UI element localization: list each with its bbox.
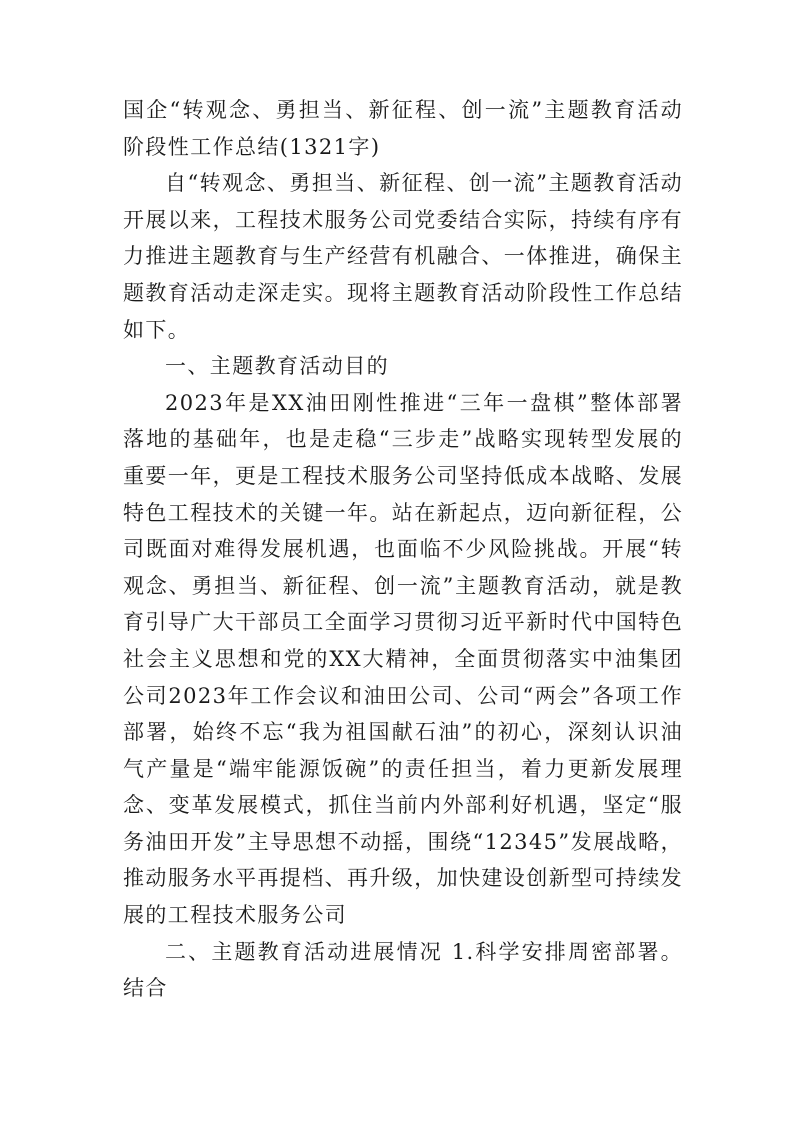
intro-paragraph: 自“转观念、勇担当、新征程、创一流”主题教育活动开展以来，工程技术服务公司党委结合实际，持续有序有力推进主题教育与生产经营有机融合、一体推进，确保主题教育活动走深走实。现将主题教育活动阶段性工作总结如下。 — [123, 171, 683, 342]
document-title: 国企“转观念、勇担当、新征程、创一流”主题教育活动阶段性工作总结(1321字) — [123, 98, 683, 159]
purpose-paragraph: 2023年是XX油田刚性推进“三年一盘棋”整体部署落地的基础年，也是走稳“三步走”战略实现转型发展的重要一年，更是工程技术服务公司坚持低成本战略、发展特色工程技术的关键一年。站在新起点，迈向新征程，公司既面对难得发展机遇，也面临不少风险挑战。开展“转观念、勇担当、新征程、创一流”主题教育活动，就是教育引导广大干部员工全面学习贯彻习近平新时代中国特色社会主义思想和党的XX大精神，全面贯彻落实中油集团公司2023年工作会议和油田公司、公司“两会”各项工作部署，始终不忘“我为祖国献石油”的初心，深刻认识油气产量是“端牢能源饭碗”的责任担当，着力更新发展理念、变革发展模式，抓住当前内外部利好机遇，坚定“服务油田开发”主导思想不动摇，围绕“12345”发展战略，推动服务水平再提档、再升级，加快建设创新型可持续发展的工程技术服务公司 — [123, 390, 683, 928]
section-heading-purpose: 一、主题教育活动目的 — [165, 354, 389, 379]
section-heading-progress: 二、主题教育活动进展情况 1.科学安排周密部署。结合 — [123, 939, 683, 1001]
